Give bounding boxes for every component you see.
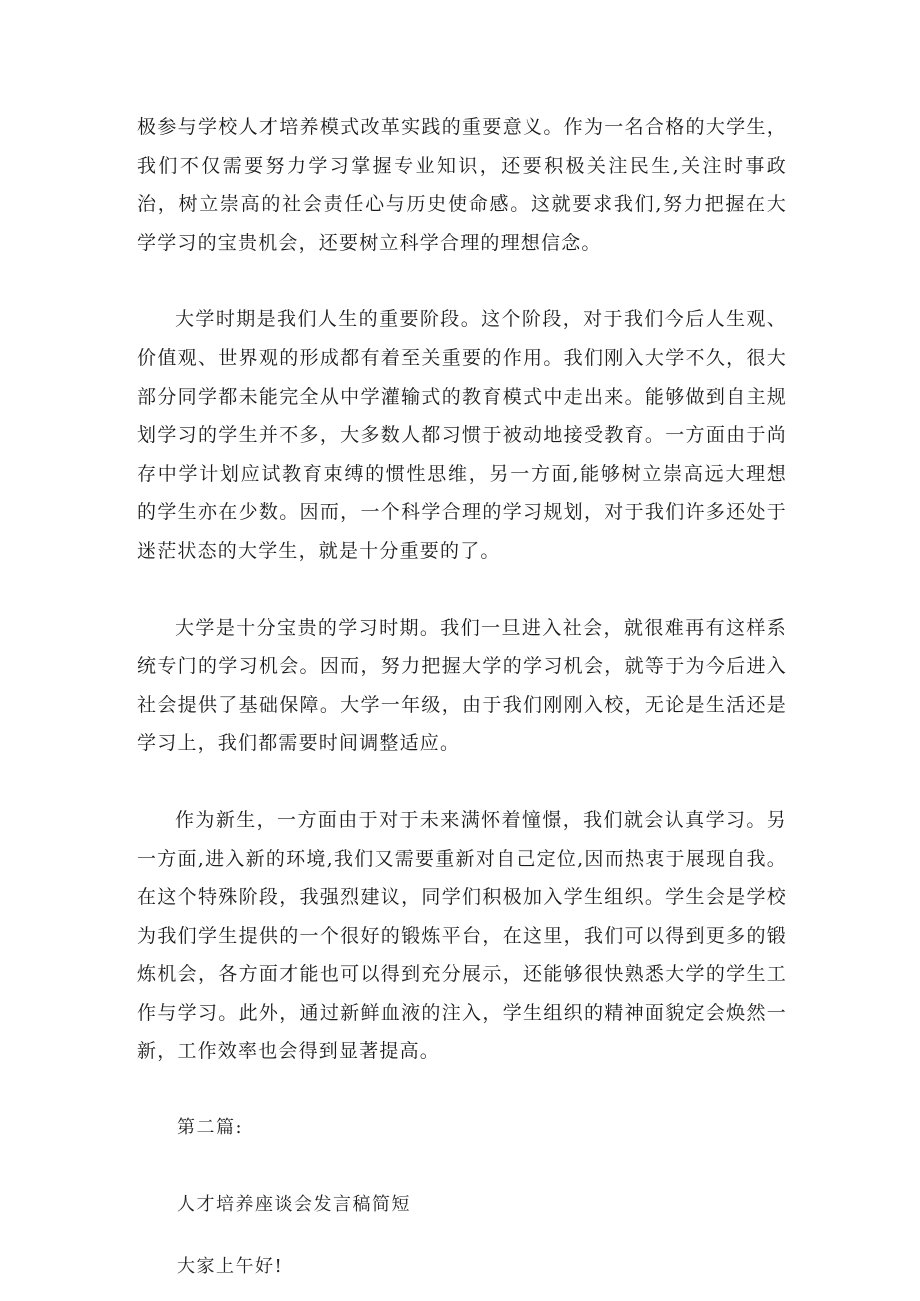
section-label: 第二篇:: [177, 1117, 244, 1139]
paragraph-4: 作为新生，一方面由于对于未来满怀着憧憬，我们就会认真学习。另一方面,进入新的环境,我们又需要重新对自己定位,因而热衷于展现自我。在这个特殊阶段，我强烈建议，同学们积极加入学生组织。学生会是学校为我们学生提供的一个很好的锻炼平台，在这里，我们可以得到更多的锻炼机会，各方面才能也可以得到充分展示，还能够很快熟悉大学的学生工作与学习。此外，通过新鲜血液的注入，学生组织的精神面貌定会焕然一新，工作效率也会得到显著提高。: [137, 808, 787, 1063]
paragraph-1: 极参与学校人才培养模式改革实践的重要意义。作为一名合格的大学生，我们不仅需要努力学习掌握专业知识，还要积极关注民生,关注时事政治，树立崇高的社会责任心与历史使命感。这就要求我们,努力把握在大学学习的宝贵机会，还要树立科学合理的理想信念。: [137, 116, 787, 254]
document-body: [137, 108, 787, 1287]
paragraph-3: 大学是十分宝贵的学习时期。我们一旦进入社会，就很难再有这样系统专门的学习机会。因而，努力把握大学的学习机会，就等于为今后进入社会提供了基础保障。大学一年级，由于我们刚刚入校，无论是生活还是学习上，我们都需要时间调整适应。: [137, 616, 787, 755]
section-title: 人才培养座谈会发言稿简短: [177, 1193, 411, 1215]
paragraph-2: 大学时期是我们人生的重要阶段。这个阶段，对于我们今后人生观、价值观、世界观的形成都有着至关重要的作用。我们刚入大学不久，很大部分同学都未能完全从中学灌输式的教育模式中走出来。能够做到自主规划学习的学生并不多，大多数人都习惯于被动地接受教育。一方面由于尚存中学计划应试教育束缚的惯性思维，另一方面,能够树立崇高远大理想的学生亦在少数。因而，一个科学合理的学习规划，对于我们许多还处于迷茫状态的大学生，就是十分重要的了。: [137, 308, 787, 562]
greeting: 大家上午好!: [177, 1256, 284, 1278]
